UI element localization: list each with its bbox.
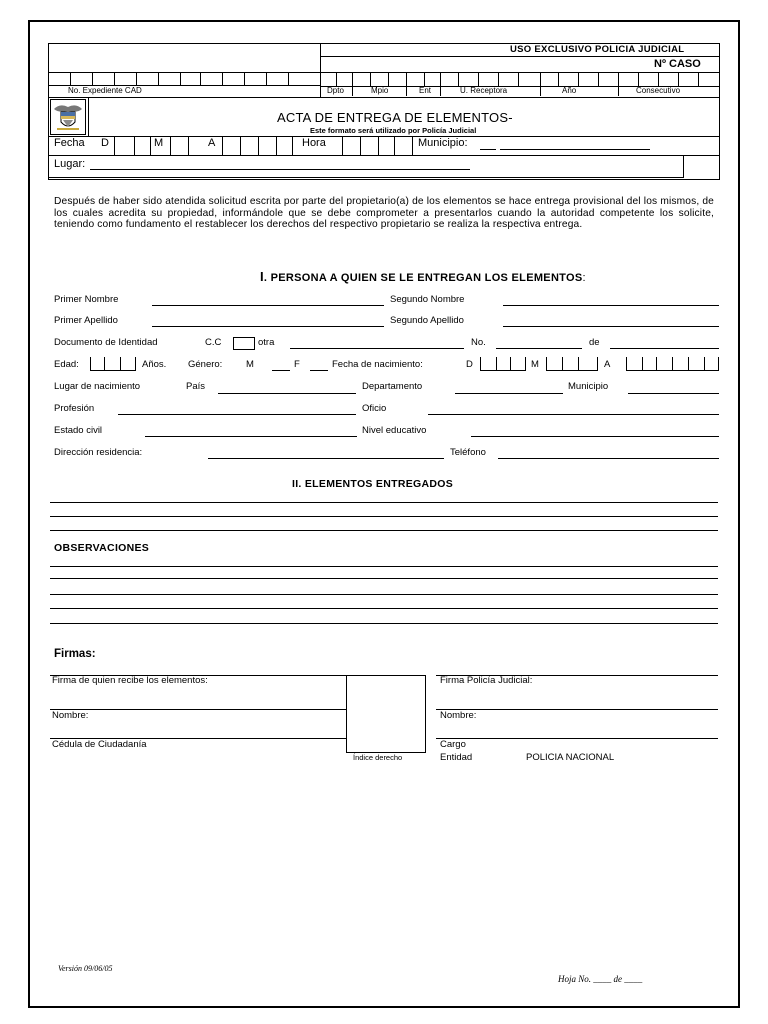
lugar-label: Lugar: — [54, 158, 86, 170]
observaciones-title: OBSERVACIONES — [54, 542, 150, 554]
cargo-label: Cargo — [440, 739, 466, 750]
lugar-nacimiento-label: Lugar de nacimiento — [54, 381, 141, 392]
nacimiento-a-label: A — [604, 359, 611, 370]
documento-de-field[interactable] — [610, 348, 719, 349]
lugar-box[interactable] — [48, 156, 684, 178]
header-divider — [320, 43, 321, 97]
fecha-a-label: A — [208, 137, 216, 149]
no-label: No. — [471, 337, 486, 348]
telefono-label: Teléfono — [450, 447, 486, 458]
otra-label: otra — [258, 337, 275, 348]
indice-derecho-label: Índice derecho — [353, 753, 403, 762]
fecha-label: Fecha — [54, 137, 85, 149]
hora-label: Hora — [302, 137, 326, 149]
nombre-right-label: Nombre: — [440, 710, 477, 721]
nacimiento-d-label: D — [466, 359, 473, 370]
primer-apellido-label: Primer Apellido — [54, 315, 118, 326]
ano-label: Año — [562, 86, 577, 95]
observaciones-line[interactable] — [50, 578, 718, 579]
fecha-nacimiento-label: Fecha de nacimiento: — [332, 359, 423, 370]
header-row-line — [48, 136, 720, 137]
ent-label: Ent — [419, 86, 432, 95]
firma-recibe-label: Firma de quien recibe los elementos: — [52, 675, 208, 686]
entidad-value: POLICIA NACIONAL — [526, 752, 615, 763]
form-title: ACTA DE ENTREGA DE ELEMENTOS- — [277, 110, 513, 125]
coat-of-arms-emblem — [50, 99, 86, 135]
no-expediente-cad-label: No. Expediente CAD — [68, 86, 142, 95]
firmas-title: Firmas: — [54, 648, 96, 660]
observaciones-line[interactable] — [50, 566, 718, 567]
consecutivo-label: Consecutivo — [636, 86, 681, 95]
form-subtitle: Este formato será utilizado por Policía Judicial — [310, 126, 477, 135]
segundo-apellido-label: Segundo Apellido — [390, 315, 464, 326]
u-receptora-label: U. Receptora — [460, 86, 508, 95]
entidad-label: Entidad — [440, 752, 473, 763]
dpto-label: Dpto — [327, 86, 344, 95]
pais-field[interactable] — [218, 393, 356, 394]
genero-f-field[interactable] — [310, 370, 328, 371]
anos-label: Años. — [142, 359, 167, 370]
firma-policia-label: Firma Policía Judicial: — [440, 675, 533, 686]
documento-label: Documento de Identidad — [54, 337, 158, 348]
otra-field[interactable] — [290, 348, 464, 349]
municipio-header-line[interactable] — [480, 149, 496, 150]
municipio-nacimiento-label: Municipio — [568, 381, 609, 392]
nombre-left-label: Nombre: — [52, 710, 89, 721]
intro-paragraph: Después de haber sido atendida solicitud escrita por parte del propietario(a) de los elementos se hace entrega provisional del los mismos, de los cuales acredita su propiedad, informándole que se debe comprometer a presentarlos cuando la autoridad competente los solicite, teniendo como fundamento el restablecer los derechos del respectivo propietario se realiza la respectiva entrega. — [54, 196, 714, 230]
direccion-field[interactable] — [208, 458, 444, 459]
direccion-label: Dirección residencia: — [54, 447, 143, 458]
mpio-label: Mpio — [371, 86, 389, 95]
telefono-field[interactable] — [498, 458, 719, 459]
firma-recibe-line[interactable] — [50, 709, 346, 710]
documento-number-field[interactable] — [496, 348, 582, 349]
fecha-d-label: D — [101, 137, 109, 149]
segundo-apellido-field[interactable] — [503, 326, 719, 327]
oficio-label: Oficio — [362, 403, 387, 414]
genero-m-label: M — [246, 359, 254, 370]
estado-civil-label: Estado civil — [54, 425, 103, 436]
estado-civil-field[interactable] — [145, 436, 357, 437]
cc-label: C.C — [205, 337, 222, 348]
observaciones-line[interactable] — [50, 594, 718, 595]
nivel-educativo-label: Nivel educativo — [362, 425, 427, 436]
municipio-header-line[interactable] — [500, 149, 650, 150]
profesion-label: Profesión — [54, 403, 95, 414]
primer-nombre-label: Primer Nombre — [54, 294, 119, 305]
genero-f-label: F — [294, 359, 300, 370]
cc-checkbox[interactable] — [233, 337, 255, 350]
firma-policia-line[interactable] — [436, 709, 718, 710]
elementos-line[interactable] — [50, 502, 718, 503]
segundo-nombre-field[interactable] — [503, 305, 719, 306]
edad-boxes[interactable] — [90, 357, 136, 371]
observaciones-line[interactable] — [50, 608, 718, 609]
elementos-line[interactable] — [50, 530, 718, 531]
de-label: de — [589, 337, 600, 348]
section2-title: II. ELEMENTOS ENTREGADOS — [292, 478, 454, 490]
segundo-nombre-label: Segundo Nombre — [390, 294, 465, 305]
elementos-line[interactable] — [50, 516, 718, 517]
expediente-cad-boxes[interactable] — [48, 72, 320, 86]
cedula-label: Cédula de Ciudadanía — [52, 739, 147, 750]
fecha-m-label: M — [154, 137, 164, 149]
uso-exclusivo-label: USO EXCLUSIVO POLICIA JUDICIAL — [510, 44, 685, 55]
edad-label: Edad: — [54, 359, 79, 370]
primer-apellido-field[interactable] — [152, 326, 384, 327]
fingerprint-box[interactable] — [346, 675, 426, 753]
version-label: Versión 09/06/05 — [58, 964, 113, 973]
municipio-header-label: Municipio: — [418, 137, 468, 149]
nombre-right-line[interactable] — [436, 738, 718, 739]
genero-m-field[interactable] — [272, 370, 290, 371]
nacimiento-m-label: M — [531, 359, 539, 370]
municipio-nacimiento-field[interactable] — [628, 393, 719, 394]
section1-title: I. PERSONA A QUIEN SE LE ENTREGAN LOS ELEMENTOS: — [260, 269, 586, 284]
departamento-field[interactable] — [455, 393, 563, 394]
departamento-label: Departamento — [362, 381, 423, 392]
nivel-educativo-field[interactable] — [471, 436, 719, 437]
header-row-line — [48, 97, 720, 98]
primer-nombre-field[interactable] — [152, 305, 384, 306]
pais-label: País — [186, 381, 206, 392]
hoja-label: Hoja No. ____ de ____ — [558, 974, 643, 984]
oficio-field[interactable] — [428, 414, 719, 415]
genero-label: Género: — [188, 359, 223, 370]
no-caso-label: Nº CASO — [654, 58, 701, 70]
observaciones-line[interactable] — [50, 623, 718, 624]
nacimiento-m-boxes[interactable] — [546, 357, 598, 371]
profesion-field[interactable] — [118, 414, 356, 415]
nacimiento-d-boxes[interactable] — [480, 357, 526, 371]
